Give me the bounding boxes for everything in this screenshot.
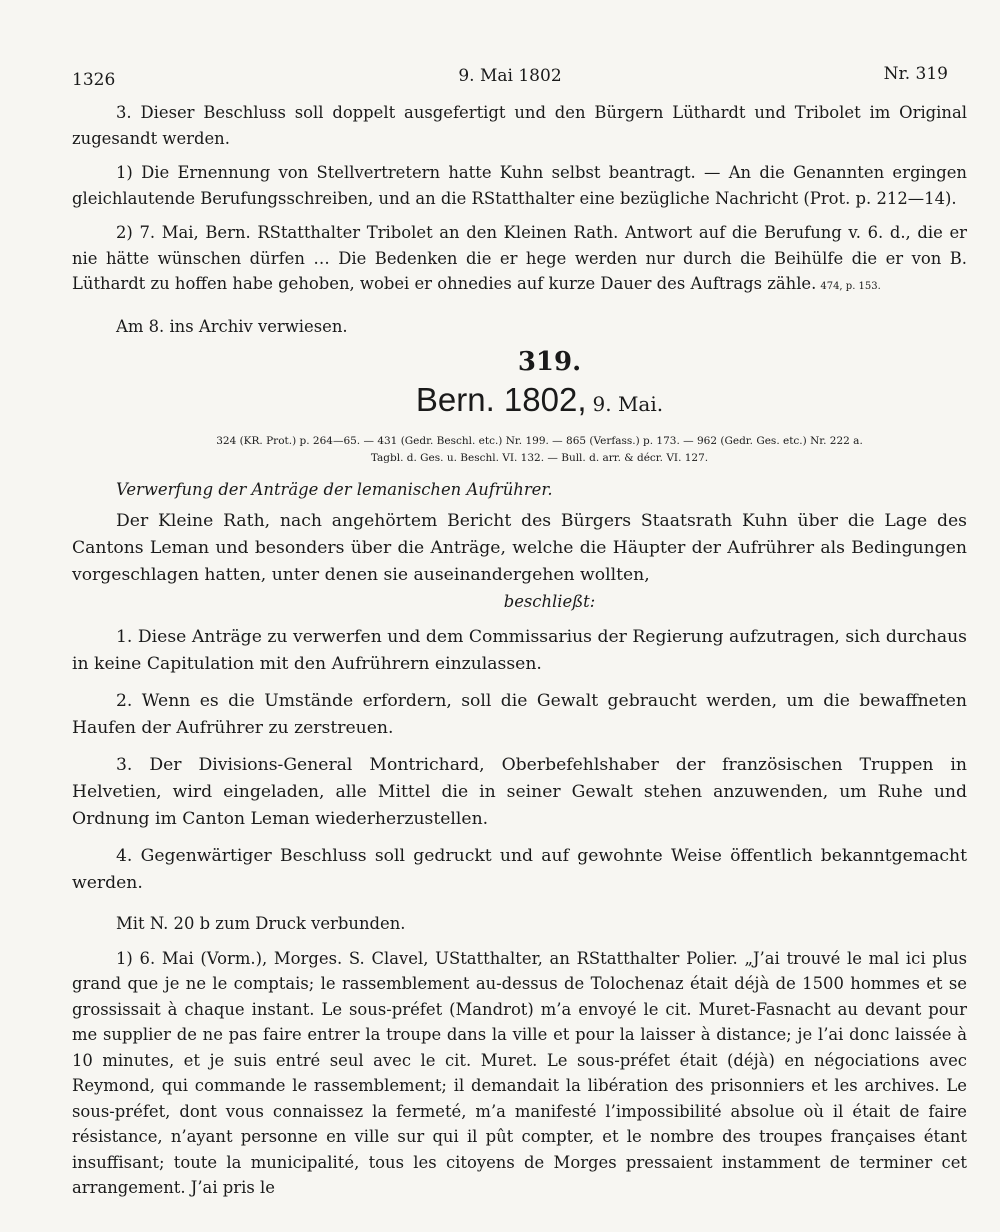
page-body bbox=[72, 100, 967, 1201]
source-line-1: 324 (KR. Prot.) p. 264—65. — 431 (Gedr. Beschl. etc.) Nr. 199. — 865 (Verfass.) p. 173. — 962 (Gedr. Ges. etc.) Nr. 222 a. bbox=[216, 435, 863, 447]
footnote-3: 1) 6. Mai (Vorm.), Morges. S. Clavel, UStatthalter, an RStatthalter Polier. „J’ai trouvé le mal ici plus grand que je ne le comptais; le rassemblement au-dessus de Tolochenaz était déjà de 1500 hommes et se grossissait à chaque instant. Le sous-préfet (Mandrot) m’a envoyé le cit. Muret-Fasnacht au devant pour me supplier de ne pas faire entrer la troupe dans la ville et pour la laisser à distance; je l’ai donc laissée à 10 minutes, et je suis entré seul avec le cit. Muret. Le sous-préfet était (déjà) en négociations avec Reymond, qui commande le rassemblement; il demandait la libération des prisonniers et les archives. Le sous-préfet, dont vous connaissez la fermeté, m’a manifesté l’impossibilité absolue où il était de faire résistance, n’ayant personne en ville sur qui il pût compter, et le nombre des troupes françaises étant insuffisant; toute la municipalité, tous les citoyens de Morges pressaient instamment de terminer cet arrangement. J’ai pris le bbox=[72, 948, 967, 1197]
page-number: 1326 bbox=[72, 70, 116, 90]
top-item-3: 3. Dieser Beschluss soll doppelt ausgefertigt und den Bürgern Lüthardt und Tribolet im Original zugesandt werden. bbox=[72, 103, 967, 148]
print-note: Mit N. 20 b zum Druck verbunden. bbox=[116, 914, 406, 933]
decree-body bbox=[72, 508, 967, 897]
decree-item-1: 1. Diese Anträge zu verwerfen und dem Commissarius der Regierung aufzutragen, sich durchaus in keine Capitulation mit den Aufrührern einzulassen. bbox=[72, 627, 967, 674]
footnote-2-reference: 474, p. 153. bbox=[820, 281, 881, 292]
decree-item-2: 2. Wenn es die Umstände erfordern, soll die Gewalt gebraucht werden, um die bewaffneten Haufen der Aufrührer zu zerstreuen. bbox=[72, 691, 967, 738]
archive-note: Am 8. ins Archiv verwiesen. bbox=[116, 316, 348, 336]
footnote-2 bbox=[72, 220, 967, 300]
entry-subject: Verwerfung der Anträge der lemanischen Aufrührer. bbox=[116, 480, 553, 499]
source-line-2: Tagbl. d. Ges. u. Beschl. VI. 132. — Bull. d. arr. & décr. VI. 127. bbox=[370, 452, 709, 464]
entry-place-year: Bern. 1802, bbox=[415, 381, 587, 418]
source-references bbox=[72, 433, 967, 467]
footnote-2-text: 2) 7. Mai, Bern. RStatthalter Tribolet an den Kleinen Rath. Antwort auf die Berufung v. 6. d., die er nie hätte wünschen dürfen … Die Bedenken die er hege werden nur durch die Beihülfe die er von B. Lüthardt zu hoffen habe gehoben, wobei er ohnedies auf kurze Dauer des Auftrags zähle. bbox=[72, 223, 967, 293]
decree-item-4: 4. Gegenwärtiger Beschluss soll gedruckt und auf gewohnte Weise öffentlich bekanntgemacht werden. bbox=[72, 846, 967, 893]
entry-number-header: Nr. 319 bbox=[883, 64, 948, 84]
header-date: 9. Mai 1802 bbox=[458, 66, 562, 86]
page-header bbox=[72, 64, 948, 92]
decree-preamble: Der Kleine Rath, nach angehörtem Bericht des Bürgers Staatsrath Kuhn über die Lage des Cantons Leman und besonders über die Anträge, welche die Häupter der Aufrührer als Bedingungen vorgeschlagen hatten, unter denen sie auseinandergehen wollten, bbox=[72, 511, 967, 585]
entry-day: 9. Mai. bbox=[592, 392, 664, 416]
entry-title bbox=[72, 381, 967, 425]
footnote-1: 1) Die Ernennung von Stellvertretern hatte Kuhn selbst beantragt. — An die Genannten ergingen gleichlautende Berufungsschreiben, und an die RStatthalter eine bezügliche Nachricht (Prot. p. 212—14). bbox=[72, 163, 967, 208]
decree-decides: beschließt: bbox=[503, 592, 596, 611]
decree-item-3: 3. Der Divisions-General Montrichard, Oberbefehlshaber der französischen Truppen in Helvetien, wird eingeladen, alle Mittel die in seiner Gewalt stehen anzuwenden, um Ruhe und Ordnung im Canton Leman wiederherzustellen. bbox=[72, 755, 967, 829]
entry-number: 319. bbox=[517, 347, 582, 377]
